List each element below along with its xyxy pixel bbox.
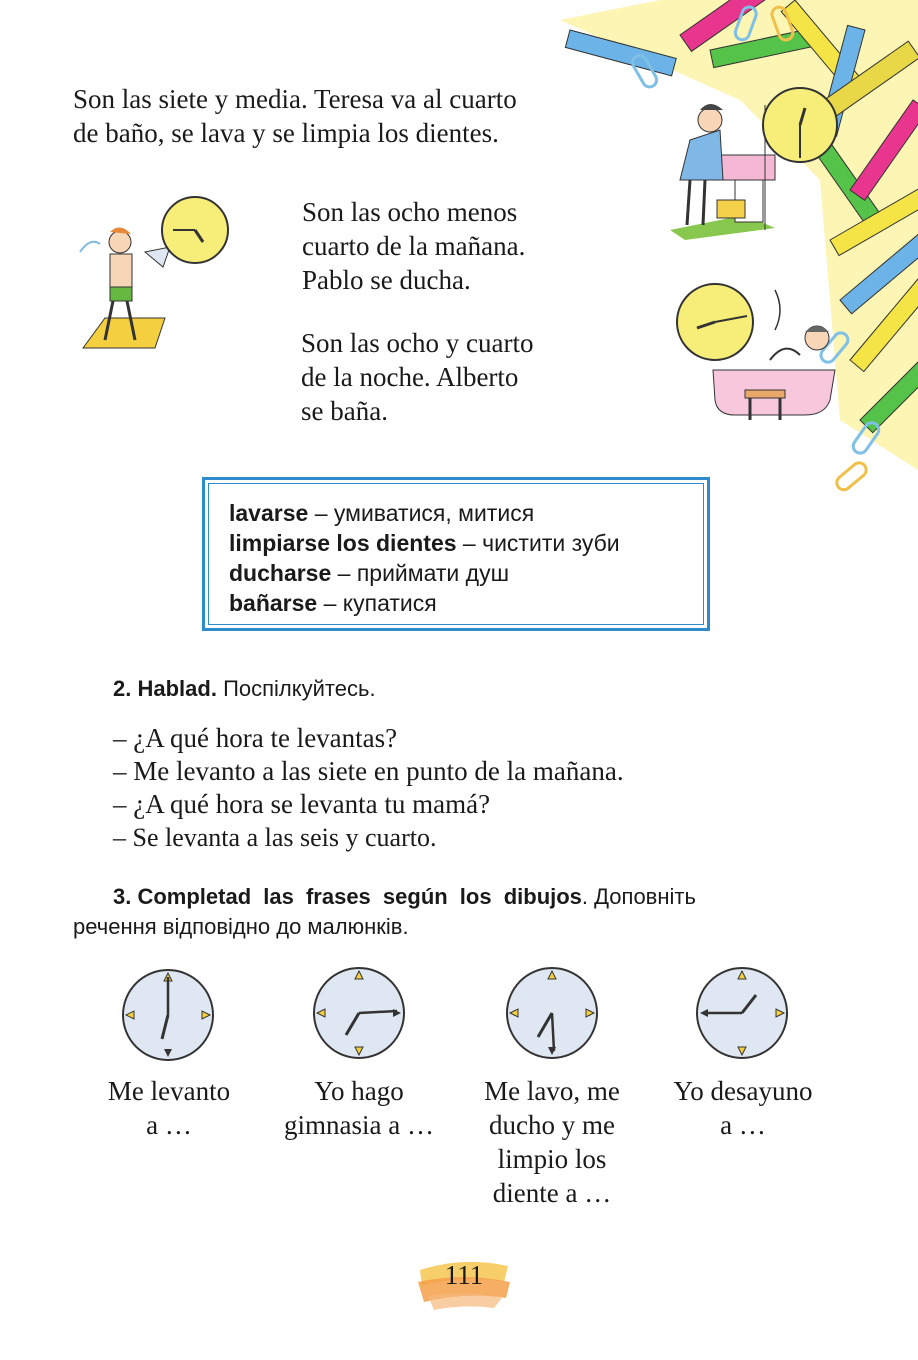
clock-label <box>80 1074 258 1142</box>
clock-icon <box>311 965 407 1061</box>
label-line: ducho y me <box>489 1110 615 1140</box>
exercise-3-instruction: речення відповідно до малюнків. <box>73 914 409 939</box>
vocabulary-list <box>208 483 704 625</box>
exercise-number: 2. <box>113 676 132 701</box>
label-line: gimnasia a … <box>284 1110 434 1140</box>
label-line: limpio los <box>497 1144 607 1174</box>
exercise-3-heading <box>113 884 839 910</box>
paragraph-line: cuarto de la mañana. <box>302 231 526 261</box>
girl-washing-illustration <box>665 80 855 240</box>
exercise-instruction: Поспілкуйтесь. <box>223 676 376 701</box>
label-line: Me levanto <box>107 1076 231 1106</box>
label-line: a … <box>720 1110 766 1140</box>
paragraph-line: Son las siete y media. Teresa va al cuarto <box>73 84 517 114</box>
vocabulary-entry <box>229 588 703 618</box>
vocabulary-translation: – купатися <box>317 590 437 616</box>
vocabulary-entry <box>229 558 703 588</box>
boy-bath-illustration <box>675 280 845 440</box>
vocabulary-term: ducharse <box>229 560 332 586</box>
clock-label <box>262 1074 456 1142</box>
label-line: Yo desayuno <box>673 1076 813 1106</box>
clock-icon <box>504 965 600 1061</box>
paragraph-line: de la noche. Alberto <box>301 362 519 392</box>
paragraph-line: Pablo se ducha. <box>302 265 471 295</box>
vocabulary-term: limpiarse los dientes <box>229 530 457 556</box>
teresa-paragraph <box>73 82 517 150</box>
vocabulary-term: bañarse <box>229 590 318 616</box>
pablo-paragraph <box>302 195 525 297</box>
exercise-title: Hablad. <box>137 676 217 701</box>
exercise-2-dialog <box>113 722 624 854</box>
clock-label <box>652 1074 834 1142</box>
dialog-line: – Se levanta a las seis y cuarto. <box>113 823 437 852</box>
clock-icon <box>694 965 790 1061</box>
label-line: a … <box>146 1110 192 1140</box>
exercise-number: 3. <box>113 884 132 909</box>
vocabulary-term: lavarse <box>229 500 309 526</box>
exercise-2-heading <box>113 676 376 702</box>
label-line: diente a … <box>492 1178 612 1208</box>
alberto-paragraph <box>301 326 533 428</box>
vocabulary-translation: – чистити зуби <box>456 530 620 556</box>
vocabulary-entry <box>229 528 703 558</box>
clock-icon <box>120 967 216 1063</box>
dialog-line: – ¿A qué hora te levantas? <box>113 723 398 753</box>
clock-label <box>462 1074 642 1210</box>
dialog-line: – Me levanto a las siete en punto de la mañana. <box>113 756 624 786</box>
label-line: Me lavo, me <box>484 1076 620 1106</box>
paragraph-line: se baña. <box>301 396 388 426</box>
dialog-line: – ¿A qué hora se levanta tu mamá? <box>113 789 491 819</box>
vocabulary-translation: – умиватися, митися <box>308 500 535 526</box>
exercise-title: Completad las frases según los dibujos <box>137 884 582 909</box>
paragraph-line: Son las ocho menos <box>302 197 518 227</box>
page-number: 111 <box>444 1260 484 1290</box>
vocabulary-entry <box>229 498 703 528</box>
paragraph-line: Son las ocho y cuarto <box>301 328 534 358</box>
boy-shower-illustration <box>75 192 235 352</box>
vocabulary-box <box>202 477 710 631</box>
exercise-instruction: . Доповніть <box>581 884 696 909</box>
vocabulary-translation: – приймати душ <box>331 560 510 586</box>
label-line: Yo hago <box>314 1076 404 1106</box>
paragraph-line: de baño, se lava y se limpia los dientes. <box>73 118 499 148</box>
